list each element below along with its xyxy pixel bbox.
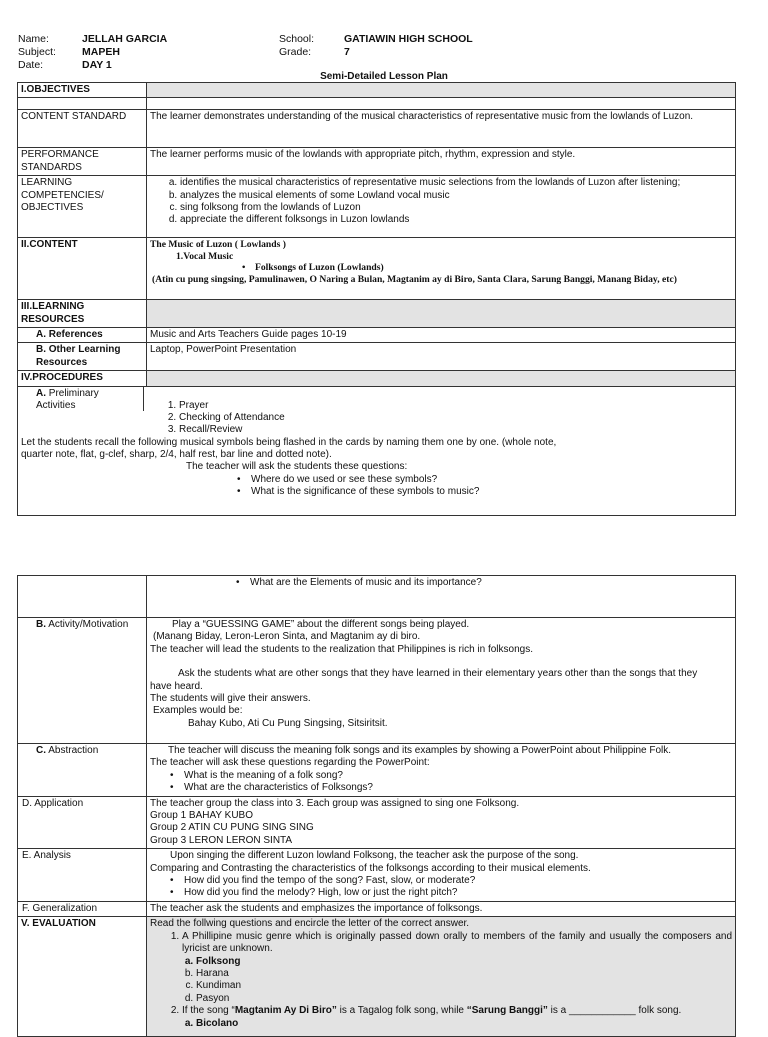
list-item: • What are the Elements of music and its importance? [250,577,732,589]
activity-cell: Play a “GUESSING GAME” about the different songs being played. (Manang Biday, Leron-Leron Sinta, and Magtanim ay di biro. The teacher will lead the students to the realization that Philippines is rich in folksongs. Ask the students what are other songs that they have learned in their elementary years other than the songs that they have heard. The students will give their answers. Examples would be: Bahay Kubo, Ati Cu Pung Singsing, Sitsiritsit. [147,618,736,744]
performance-standards-text: The learner performs music of the lowlands with appropriate pitch, rhythm, expression and style. [147,148,736,176]
prelim-questions [21,474,733,499]
list-item: 1. Prayer [179,400,732,412]
references-label: A. References [18,328,147,343]
list-item: • What is the significance of these symbols to music? [251,486,733,498]
list-item: c. sing folksong from the lowlands of Luzon [180,202,732,214]
date-value: DAY 1 [82,59,112,71]
list-item: • What are the characteristics of Folksongs? [184,782,732,794]
content-standard-label: CONTENT STANDARD [18,110,147,148]
competencies-cell [147,176,736,238]
grade-value: 7 [344,46,350,58]
other-resources-text: Laptop, PowerPoint Presentation [147,343,736,371]
content-line-1: The Music of Luzon ( Lowlands ) [150,239,286,251]
list-item: a. identifies the musical characteristics of representative music selections from the lowlands of Luzon after listening; [180,177,732,189]
elements-question [150,577,732,589]
prelim-body [147,400,732,437]
abstraction-label: C. Abstraction [18,744,147,797]
content-standard-text: The learner demonstrates understanding of the musical characteristics of representative music from the lowlands of Luzon. [147,110,736,148]
content-heading: II.CONTENT [18,238,147,300]
content-cell [147,238,736,300]
application-cell: The teacher group the class into 3. Each group was assigned to sing one Folksong. Group 1 BAHAY KUBO Group 2 ATIN CU PUNG SING SING Group 3 LERON LERON SINTA [147,796,736,849]
application-label: D. Application [18,796,147,849]
competencies-list [150,177,732,227]
list-item: a. Folksong [196,956,732,968]
school-label: School: [279,33,315,45]
competencies-label: LEARNING COMPETENCIES/ OBJECTIVES [18,176,147,238]
name-label: Name: [18,33,49,45]
procedures-heading: IV.PROCEDURES [18,371,147,386]
content-line-3: • Folksongs of Luzon (Lowlands) [242,262,384,274]
list-item: 3. Recall/Review [179,424,732,436]
list-item: b. Harana [196,968,732,980]
school-value: GATIAWIN HIGH SCHOOL [344,33,473,45]
analysis-label: E. Analysis [18,849,147,902]
bullet-icon: • [242,262,255,274]
list-item: • What is the meaning of a folk song? [184,770,732,782]
date-label: Date: [18,59,44,71]
list-item: a. Bicolano [196,1018,732,1030]
list-item: d. appreciate the different folksongs in Luzon lowlands [180,214,732,226]
list-item: d. Pasyon [196,993,732,1005]
name-value: JELLAH GARCIA [82,33,168,45]
analysis-cell: Upon singing the different Luzon lowland Folksong, the teacher ask the purpose of the song. Comparing and Contrasting the characteristics of the folksongs according to their musical elements. • How did you find the tempo of the song? Fast, slow, or moderate? • How did you find the melody? High, low or just the right pitch? [147,849,736,902]
evaluation-cell: Read the follwing questions and encircle the letter of the correct answer. 1. A Phillipine music genre which is originally passed down orally to members of the family and usually the composers and lyricist are unknown. a. Folksong b. Harana c. Kundiman d. Pasyon 2. If the song “Magtanim Ay Di Biro” is a Tagalog folk song, while “Sarung Banggi” is a ____________ folk song. a. Bicolano [147,917,736,1037]
list-item: 1. A Phillipine music genre which is originally passed down orally to members of the family and usually the composers and lyricist are unknown. a. Folksong b. Harana c. Kundiman d. Pasyon [182,931,732,1005]
grade-label: Grade: [279,46,312,58]
list-item: c. Kundiman [196,980,732,992]
performance-standards-label: PERFORMANCE STANDARDS [18,148,147,176]
references-text: Music and Arts Teachers Guide pages 10-19 [147,328,736,343]
prelim-text: Let the students recall the following musical symbols being flashed in the cards by naming them one by one. (whole note, quarter note, flat, g-clef, sharp, 2/4, half rest, bar line and dotted note). The teacher will ask the students these questions: • Where do we used or see these symbols? • What is the significance of these symbols to music? [21,437,733,499]
resources-heading: III.LEARNING RESOURCES [18,300,147,328]
preliminary-activities-row [18,386,736,515]
objectives-heading: I.OBJECTIVES [18,83,147,98]
plan-title: Semi-Detailed Lesson Plan [320,71,448,82]
prelim-list [147,400,732,437]
list-item: • How did you find the melody? High, low or just the right pitch? [184,887,732,899]
list-item: 2. Checking of Attendance [179,412,732,424]
evaluation-heading: V. EVALUATION [18,917,147,1037]
prelim-label: A. Preliminary Activities [36,387,99,412]
lesson-plan-table-2 [17,575,736,1037]
subject-value: MAPEH [82,46,120,58]
list-item: Group 1 BAHAY KUBO [150,810,254,822]
abstraction-cell: The teacher will discuss the meaning folk songs and its examples by showing a PowerPoint about Philippine Folk. The teacher will ask these questions regarding the PowerPoint: • What is the meaning of a folk song? • What are the characteristics of Folksongs? [147,744,736,797]
generalization-label: F. Generalization [18,901,147,916]
list-item: • How did you find the tempo of the song? Fast, slow, or moderate? [184,875,732,887]
list-item: 2. If the song “Magtanim Ay Di Biro” is a Tagalog folk song, while “Sarung Banggi” is a ____________ folk song. a. Bicolano [182,1005,732,1030]
subject-label: Subject: [18,46,56,58]
evaluation-questions [150,931,732,1030]
list-item: b. analyzes the musical elements of some Lowland vocal music [180,190,732,202]
content-line-2: 1.Vocal Music [176,250,234,262]
other-resources-label: B. Other Learning Resources [18,343,147,371]
list-item: • Where do we used or see these symbols? [251,474,733,486]
lesson-plan-table-1 [17,82,736,516]
activity-label: B. Activity/Motivation [18,618,147,744]
generalization-text: The teacher ask the students and emphasizes the importance of folksongs. [147,901,736,916]
list-item: Group 3 LERON LERON SINTA [150,834,293,846]
list-item: Group 2 ATIN CU PUNG SING SING [150,822,314,834]
content-line-4: (Atin cu pung singsing, Pamulinawen, O Naring a Bulan, Magtanim ay di Biro, Santa Clara, Sarung Banggi, Manang Biday, etc) [152,273,677,285]
